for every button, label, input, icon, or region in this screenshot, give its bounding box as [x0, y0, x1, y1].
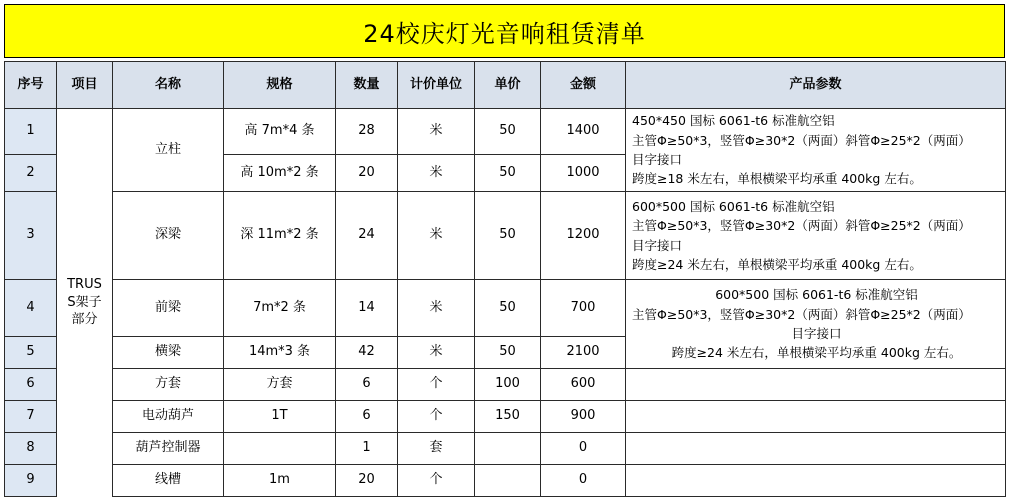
table-row — [5, 369, 1006, 401]
cell-price: 50 — [475, 109, 541, 155]
cell-seq: 3 — [5, 192, 57, 280]
cell-spec: 高 10m*2 条 — [224, 155, 336, 192]
table-row — [5, 433, 1006, 465]
cell-amount: 700 — [541, 280, 626, 337]
header-seq: 序号 — [5, 62, 57, 109]
param-line: 600*500 国标 6061-t6 标准航空铝 — [632, 198, 835, 214]
param-line: 目字接口 — [632, 237, 683, 253]
cell-price: 150 — [475, 401, 541, 433]
cell-name: 横梁 — [113, 337, 224, 369]
header-spec: 规格 — [224, 62, 336, 109]
cell-spec: 1T — [224, 401, 336, 433]
param-line: 跨度≥24 米左右，单根横梁平均承重 400kg 左右。 — [671, 345, 962, 361]
cell-params-empty — [626, 433, 1006, 465]
cell-params-empty — [626, 369, 1006, 401]
cell-unit: 个 — [398, 369, 475, 401]
cell-seq: 9 — [5, 465, 57, 497]
cell-params-empty — [626, 401, 1006, 433]
table-row — [5, 401, 1006, 433]
table-row — [5, 192, 1006, 280]
table-row — [5, 280, 1006, 337]
param-line: 跨度≥24 米左右，单根横梁平均承重 400kg 左右。 — [632, 256, 922, 272]
cell-name: 立柱 — [113, 109, 224, 192]
cell-name: 电动葫芦 — [113, 401, 224, 433]
header-unit: 计价单位 — [398, 62, 475, 109]
cell-amount: 600 — [541, 369, 626, 401]
header-row — [5, 62, 1006, 109]
cell-seq: 5 — [5, 337, 57, 369]
cell-amount: 0 — [541, 465, 626, 497]
cell-name: 方套 — [113, 369, 224, 401]
cell-unit: 米 — [398, 109, 475, 155]
cell-unit: 米 — [398, 155, 475, 192]
cell-qty: 28 — [336, 109, 398, 155]
cell-params-3 — [626, 280, 1006, 369]
cell-unit: 套 — [398, 433, 475, 465]
cell-name: 葫芦控制器 — [113, 433, 224, 465]
param-line: 主管Φ≥50*3，竖管Φ≥30*2（两面）斜管Φ≥25*2（两面） — [632, 306, 971, 322]
cell-unit: 个 — [398, 465, 475, 497]
param-line: 主管Φ≥50*3，竖管Φ≥30*2（两面）斜管Φ≥25*2（两面） — [632, 132, 971, 148]
cell-qty: 24 — [336, 192, 398, 280]
cell-price — [475, 433, 541, 465]
cell-project — [57, 109, 113, 497]
sheet-title: 24校庆灯光音响租赁清单 — [4, 4, 1005, 58]
cell-price: 50 — [475, 192, 541, 280]
cell-spec: 深 11m*2 条 — [224, 192, 336, 280]
cell-params-empty — [626, 465, 1006, 497]
cell-qty: 42 — [336, 337, 398, 369]
cell-amount: 1000 — [541, 155, 626, 192]
param-line: 450*450 国标 6061-t6 标准航空铝 — [632, 113, 835, 129]
cell-amount: 2100 — [541, 337, 626, 369]
cell-price: 50 — [475, 155, 541, 192]
header-amount: 金额 — [541, 62, 626, 109]
cell-name: 线槽 — [113, 465, 224, 497]
table-row — [5, 109, 1006, 155]
cell-amount: 1400 — [541, 109, 626, 155]
cell-seq: 6 — [5, 369, 57, 401]
param-line: 目字接口 — [791, 326, 842, 341]
header-price: 单价 — [475, 62, 541, 109]
cell-name: 前梁 — [113, 280, 224, 337]
cell-spec: 1m — [224, 465, 336, 497]
header-qty: 数量 — [336, 62, 398, 109]
cell-price: 50 — [475, 337, 541, 369]
cell-amount: 0 — [541, 433, 626, 465]
rental-table — [4, 61, 1006, 497]
header-project-label: 项目 — [71, 77, 98, 93]
cell-seq: 8 — [5, 433, 57, 465]
cell-name: 深梁 — [113, 192, 224, 280]
cell-qty: 14 — [336, 280, 398, 337]
cell-unit: 米 — [398, 192, 475, 280]
cell-spec: 7m*2 条 — [224, 280, 336, 337]
cell-spec: 方套 — [224, 369, 336, 401]
header-project — [57, 62, 113, 109]
cell-spec: 高 7m*4 条 — [224, 109, 336, 155]
cell-amount: 900 — [541, 401, 626, 433]
table-row — [5, 465, 1006, 497]
cell-price: 100 — [475, 369, 541, 401]
header-params: 产品参数 — [626, 62, 1006, 109]
cell-qty: 6 — [336, 401, 398, 433]
cell-qty: 6 — [336, 369, 398, 401]
cell-seq: 1 — [5, 109, 57, 155]
cell-unit: 米 — [398, 337, 475, 369]
cell-params-2 — [626, 192, 1006, 280]
cell-seq: 4 — [5, 280, 57, 337]
cell-price: 50 — [475, 280, 541, 337]
cell-unit: 米 — [398, 280, 475, 337]
cell-seq: 7 — [5, 401, 57, 433]
cell-price — [475, 465, 541, 497]
cell-qty: 20 — [336, 155, 398, 192]
param-line: 跨度≥18 米左右，单根横梁平均承重 400kg 左右。 — [632, 171, 922, 187]
cell-qty: 1 — [336, 433, 398, 465]
cell-unit: 个 — [398, 401, 475, 433]
cell-qty: 20 — [336, 465, 398, 497]
cell-spec — [224, 433, 336, 465]
param-line: 主管Φ≥50*3，竖管Φ≥30*2（两面）斜管Φ≥25*2（两面） — [632, 218, 971, 234]
project-label: TRUSS架子部分 — [67, 277, 102, 328]
header-name: 名称 — [113, 62, 224, 109]
param-line: 目字接口 — [632, 152, 683, 167]
param-line: 600*500 国标 6061-t6 标准航空铝 — [715, 287, 918, 303]
cell-params-1 — [626, 109, 1006, 192]
cell-seq: 2 — [5, 155, 57, 192]
cell-amount: 1200 — [541, 192, 626, 280]
cell-spec: 14m*3 条 — [224, 337, 336, 369]
